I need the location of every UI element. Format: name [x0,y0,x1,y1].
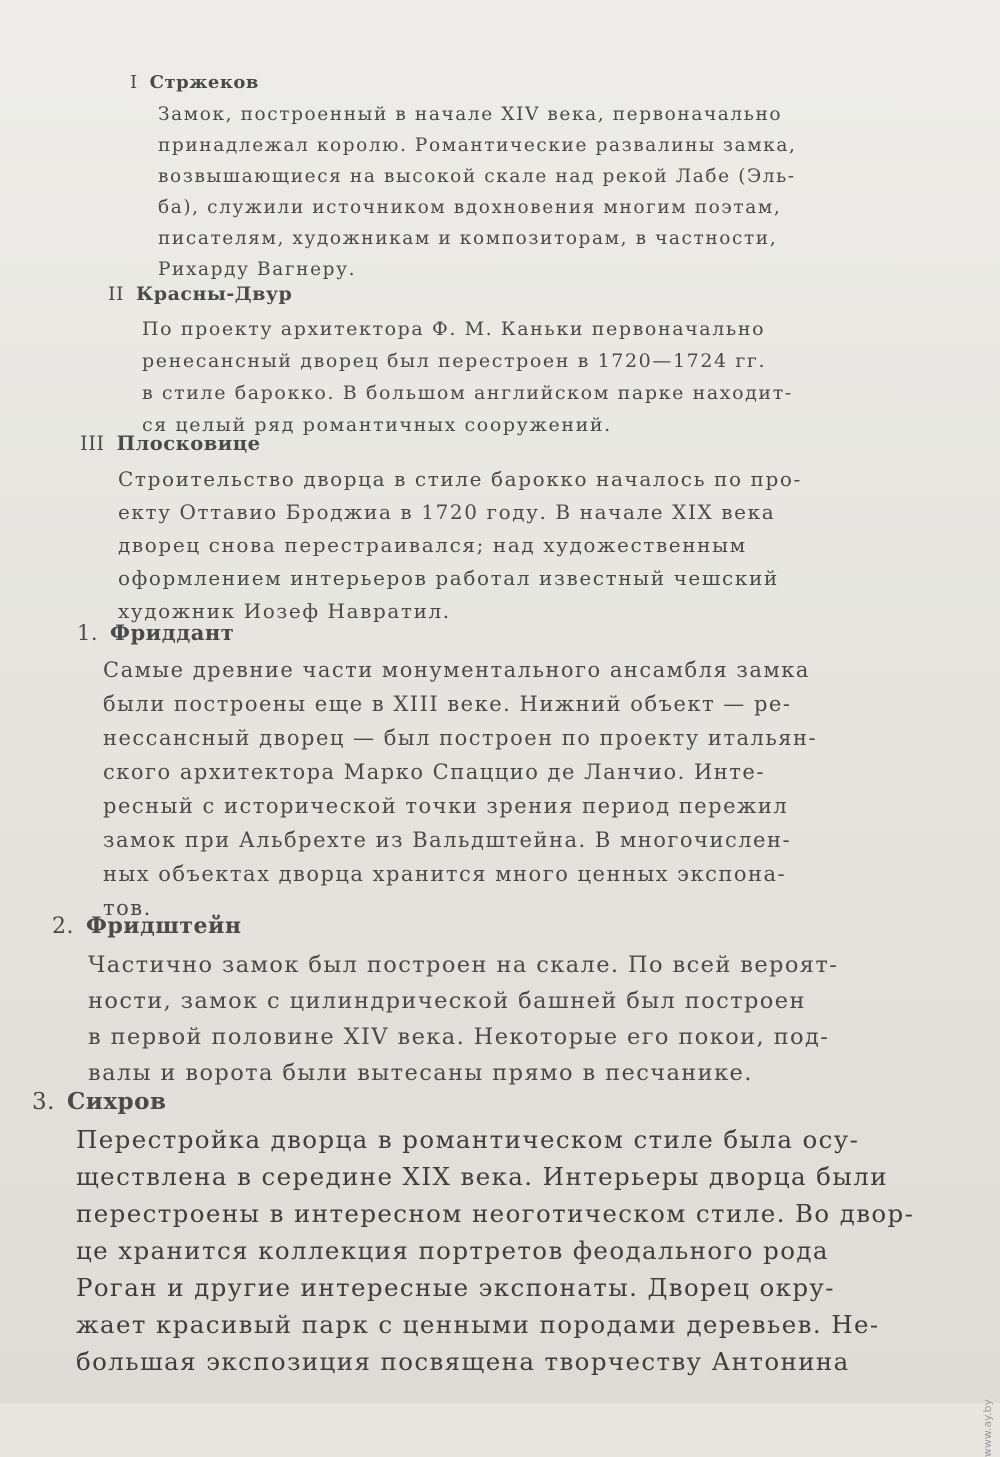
text-line: ществлена в середине XIX века. Интерьеры дворца были [76,1162,888,1191]
text-line: ресный с исторической точки зрения период пережил [103,794,789,818]
entry-number: III [80,432,105,455]
text-line: Рихарду Вагнеру. [158,259,357,280]
entry-heading [32,1088,972,1115]
entry-heading [130,72,950,93]
entry-heading [52,913,962,939]
text-line: ности, замок с цилиндрической башней был построен [88,988,806,1014]
castle-entry-frydlant [77,620,962,925]
text-line: ных объектах дворца хранится много ценных экспона- [103,862,787,886]
entry-number: I [130,72,138,93]
text-line: в стиле барокко. В большом английском парке находит- [142,382,793,404]
text-line: Перестройка дворца в романтическом стиле была осу- [76,1125,860,1154]
text-line: ренесансный дворец был перестроен в 1720—1724 гг. [142,350,767,372]
entry-body [80,463,955,628]
watermark: www.ay.by [981,1399,994,1457]
text-line: в первой половине XIV века. Некоторые его покои, под- [88,1024,830,1050]
text-line: художник Иозеф Навратил. [118,599,451,623]
text-line: возвышающиеся на высокой скале над рекой Лабе (Эль- [158,166,796,187]
text-line: большая экспозиция посвящена творчеству Антонина [76,1347,850,1376]
entry-heading [108,283,958,305]
castle-entry-krasny-dvur [108,283,958,441]
entry-title: Плосковице [116,432,261,455]
entry-number: 3. [32,1089,55,1115]
entry-title: Стржеков [149,72,259,93]
text-line: По проекту архитектора Ф. М. Каньки первоначально [142,318,766,340]
castle-entry-ploskovice [80,432,955,628]
text-line: были построены еще в XIII веке. Нижний объект — ре- [103,692,792,716]
entry-body [108,313,958,441]
entry-body [52,947,962,1091]
entry-number: 1. [77,621,99,645]
text-line: принадлежал королю. Романтические развалины замка, [158,135,797,156]
text-line: замок при Альбрехте из Вальдштейна. В многочислен- [103,828,792,852]
text-line: валы и ворота были вытесаны прямо в песчанике. [88,1060,753,1086]
entry-body [130,99,950,285]
text-line: Частично замок был построен на скале. По всей вероят- [88,952,839,978]
text-line: екту Оттавио Броджиа в 1720 году. В начале XIX века [118,500,776,524]
text-line: ского архитектора Марко Спаццио де Ланчио. Инте- [103,760,765,784]
entry-heading [80,432,955,455]
text-line: ся целый ряд романтичных сооружений. [142,414,612,436]
entry-title: Сихров [66,1088,167,1115]
text-line: оформлением интерьеров работал известный чешский [118,566,779,590]
text-line: перестроены в интересном неоготическом стиле. Во двор- [76,1199,915,1228]
text-line: це хранится коллекция портретов феодального рода [76,1236,829,1265]
entry-title: Красны-Двур [136,283,293,305]
text-line: ба), служили источником вдохновения многим поэтам, [158,197,782,218]
text-line: тов. [103,896,152,920]
entry-body [77,653,962,925]
entry-number: 2. [52,914,74,939]
entry-body [32,1121,972,1380]
text-line: писателям, художникам и композиторам, в частности, [158,228,778,249]
text-line: Строительство дворца в стиле барокко началось по про- [118,467,802,491]
castle-entry-fridshtein [52,913,962,1091]
entry-title: Фридштейн [86,913,242,939]
text-line: нессансный дворец — был построен по проекту итальян- [103,726,818,750]
text-line: Самые древние части монументального ансамбля замка [103,658,810,682]
text-line: Замок, построенный в начале XIV века, первоначально [158,104,783,125]
entry-title: Фриддант [110,620,235,645]
text-line: дворец снова перестраивался; над художественным [118,533,747,557]
entry-number: II [108,283,125,305]
castle-entry-sychrov [32,1088,972,1380]
entry-heading [77,620,962,645]
text-line: Роган и другие интересные экспонаты. Дворец окру- [76,1273,835,1302]
castle-entry-strzhekov [130,72,950,285]
text-line: жает красивый парк с ценными породами деревьев. Не- [76,1310,880,1339]
